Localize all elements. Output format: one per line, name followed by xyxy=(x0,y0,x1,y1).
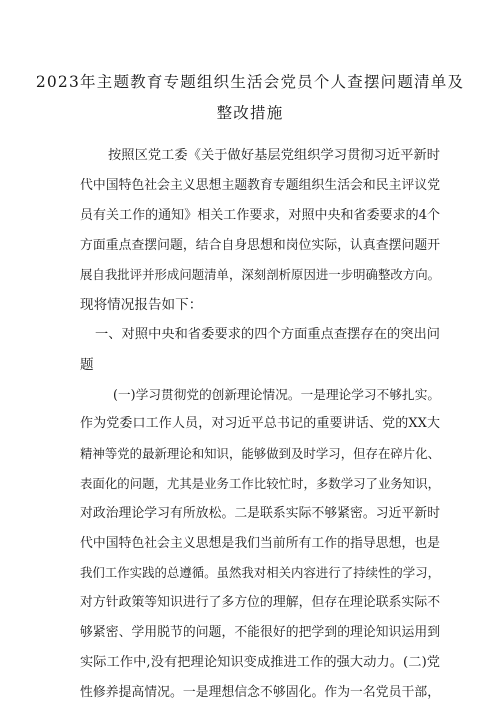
body-line: 实际工作中,没有把理论知识变成推进工作的强大动力。(二)党 xyxy=(80,655,440,670)
body-line: 精神等党的最新理论和知识，能够做到及时学习，但存在碎片化、 xyxy=(80,446,440,461)
section-heading-line: 一、对照中央和省委要求的四个方面重点查摆存在的突出问 xyxy=(95,327,440,342)
body-line: 方面重点查摆问题，结合自身思想和岗位实际，认真查摆问题开 xyxy=(80,238,440,253)
body-line: 对政治理论学习有所放松。二是联系实际不够紧密。习近平新时 xyxy=(80,506,440,521)
body-line: 我们工作实践的总遵循。虽然我对相关内容进行了持续性的学习， xyxy=(80,565,440,580)
body-line: 够紧密、学用脱节的问题，不能很好的把学到的理论知识运用到 xyxy=(80,625,440,640)
body-line: 员有关工作的通知》相关工作要求，对照中央和省委要求的4个 xyxy=(80,208,440,223)
body-line: 按照区党工委《关于做好基层党组织学习贯彻习近平新时 xyxy=(108,148,440,163)
body-line: 现将情况报告如下： xyxy=(80,297,203,313)
section-heading-line: 题 xyxy=(80,357,94,373)
document-title-line-2: 整改措施 xyxy=(216,104,284,122)
body-line: 作为党委口工作人员，对习近平总书记的重要讲话、党的XX大 xyxy=(80,416,440,431)
body-line: 代中国特色社会主义思想主题教育专题组织生活会和民主评议党 xyxy=(80,178,440,193)
document-title-line-1: 2023年主题教育专题组织生活会党员个人查摆问题清单及 xyxy=(35,73,465,91)
body-line: 展自我批评并形成问题清单，深刻剖析原因进一步明确整改方向。 xyxy=(80,267,440,282)
body-line: 对方针政策等知识进行了多方位的理解，但存在理论联系实际不 xyxy=(80,595,440,610)
body-line: 代中国特色社会主义思想是我们当前所有工作的指导思想，也是 xyxy=(80,536,440,551)
body-line: 表面化的问题，尤其是业务工作比较忙时，多数学习了业务知识， xyxy=(80,476,440,491)
body-line: (一)学习贯彻党的创新理论情况。一是理论学习不够扎实。 xyxy=(113,387,440,402)
body-line: 性修养提高情况。一是理想信念不够固化。作为一名党员干部， xyxy=(80,685,440,700)
